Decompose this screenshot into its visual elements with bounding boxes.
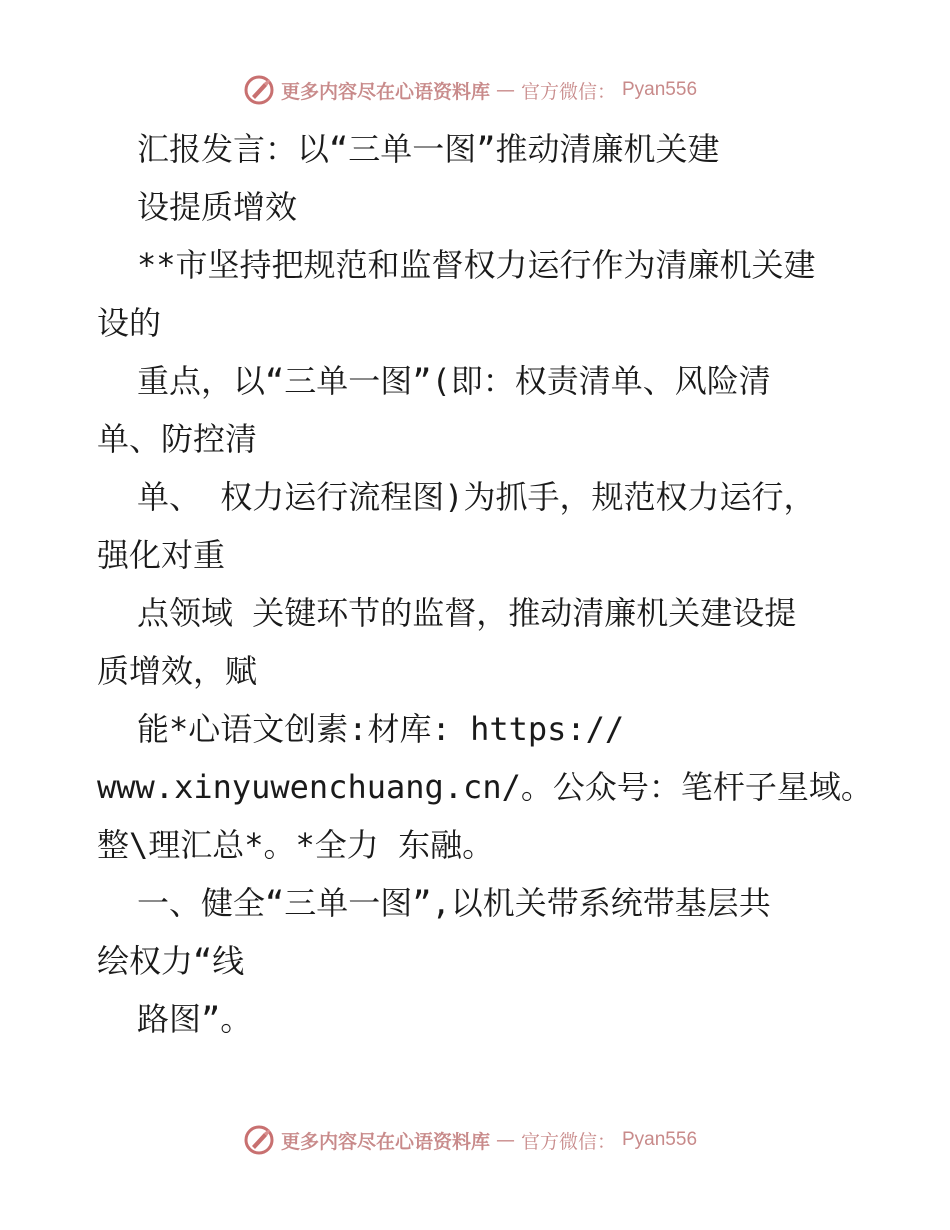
document-line: 单、 权力运行流程图)为抓手，规范权力运行， xyxy=(137,478,816,516)
banner-wechat-label: 官方微信： xyxy=(520,1130,616,1153)
document-line: 强化对重 xyxy=(97,536,226,574)
footer-banner xyxy=(0,1120,950,1160)
banner-slogan: 更多内容尽在心语资料库 xyxy=(280,80,490,103)
document-line: 设提质增效 xyxy=(137,188,298,226)
document-line: 一、健全“三单一图”,以机关带系统带基层共 xyxy=(137,884,771,922)
banner-wechat-id: Pyan556 xyxy=(622,1129,698,1150)
banner-slogan: 更多内容尽在心语资料库 xyxy=(280,1130,490,1153)
document-line: 绘权力“线 xyxy=(97,942,245,980)
document-line: **市坚持把规范和监督权力运行作为清廉机关建 xyxy=(137,246,816,284)
document-line: 点领域 关键环节的监督，推动清廉机关建设提 xyxy=(137,594,797,632)
banner-wechat-label: 官方微信： xyxy=(520,80,616,103)
banner-content xyxy=(243,74,697,106)
document-line: www.xinyuwenchuang.cn/。公众号：笔杆子星域。 xyxy=(97,768,873,806)
document-line: 路图”。 xyxy=(137,1000,253,1038)
header-banner xyxy=(0,70,950,110)
banner-separator: — xyxy=(495,79,515,101)
library-logo-icon xyxy=(243,1124,275,1156)
banner-content xyxy=(243,1124,697,1156)
document-line: 单、防控清 xyxy=(97,420,258,458)
document-line: 质增效，赋 xyxy=(97,652,258,690)
document-body xyxy=(97,120,873,1048)
banner-separator: — xyxy=(495,1129,515,1151)
document-line: 设的 xyxy=(97,304,162,342)
document-line: 能*心语文创素:材库: https:// xyxy=(137,710,625,748)
library-logo-icon xyxy=(243,74,275,106)
document-line: 汇报发言：以“三单一图”推动清廉机关建 xyxy=(137,130,720,168)
banner-wechat-id: Pyan556 xyxy=(622,79,698,100)
document-line: 重点，以“三单一图”(即：权责清单、风险清 xyxy=(137,362,771,400)
document-line: 整\理汇总*。*全力 东融。 xyxy=(97,826,495,864)
